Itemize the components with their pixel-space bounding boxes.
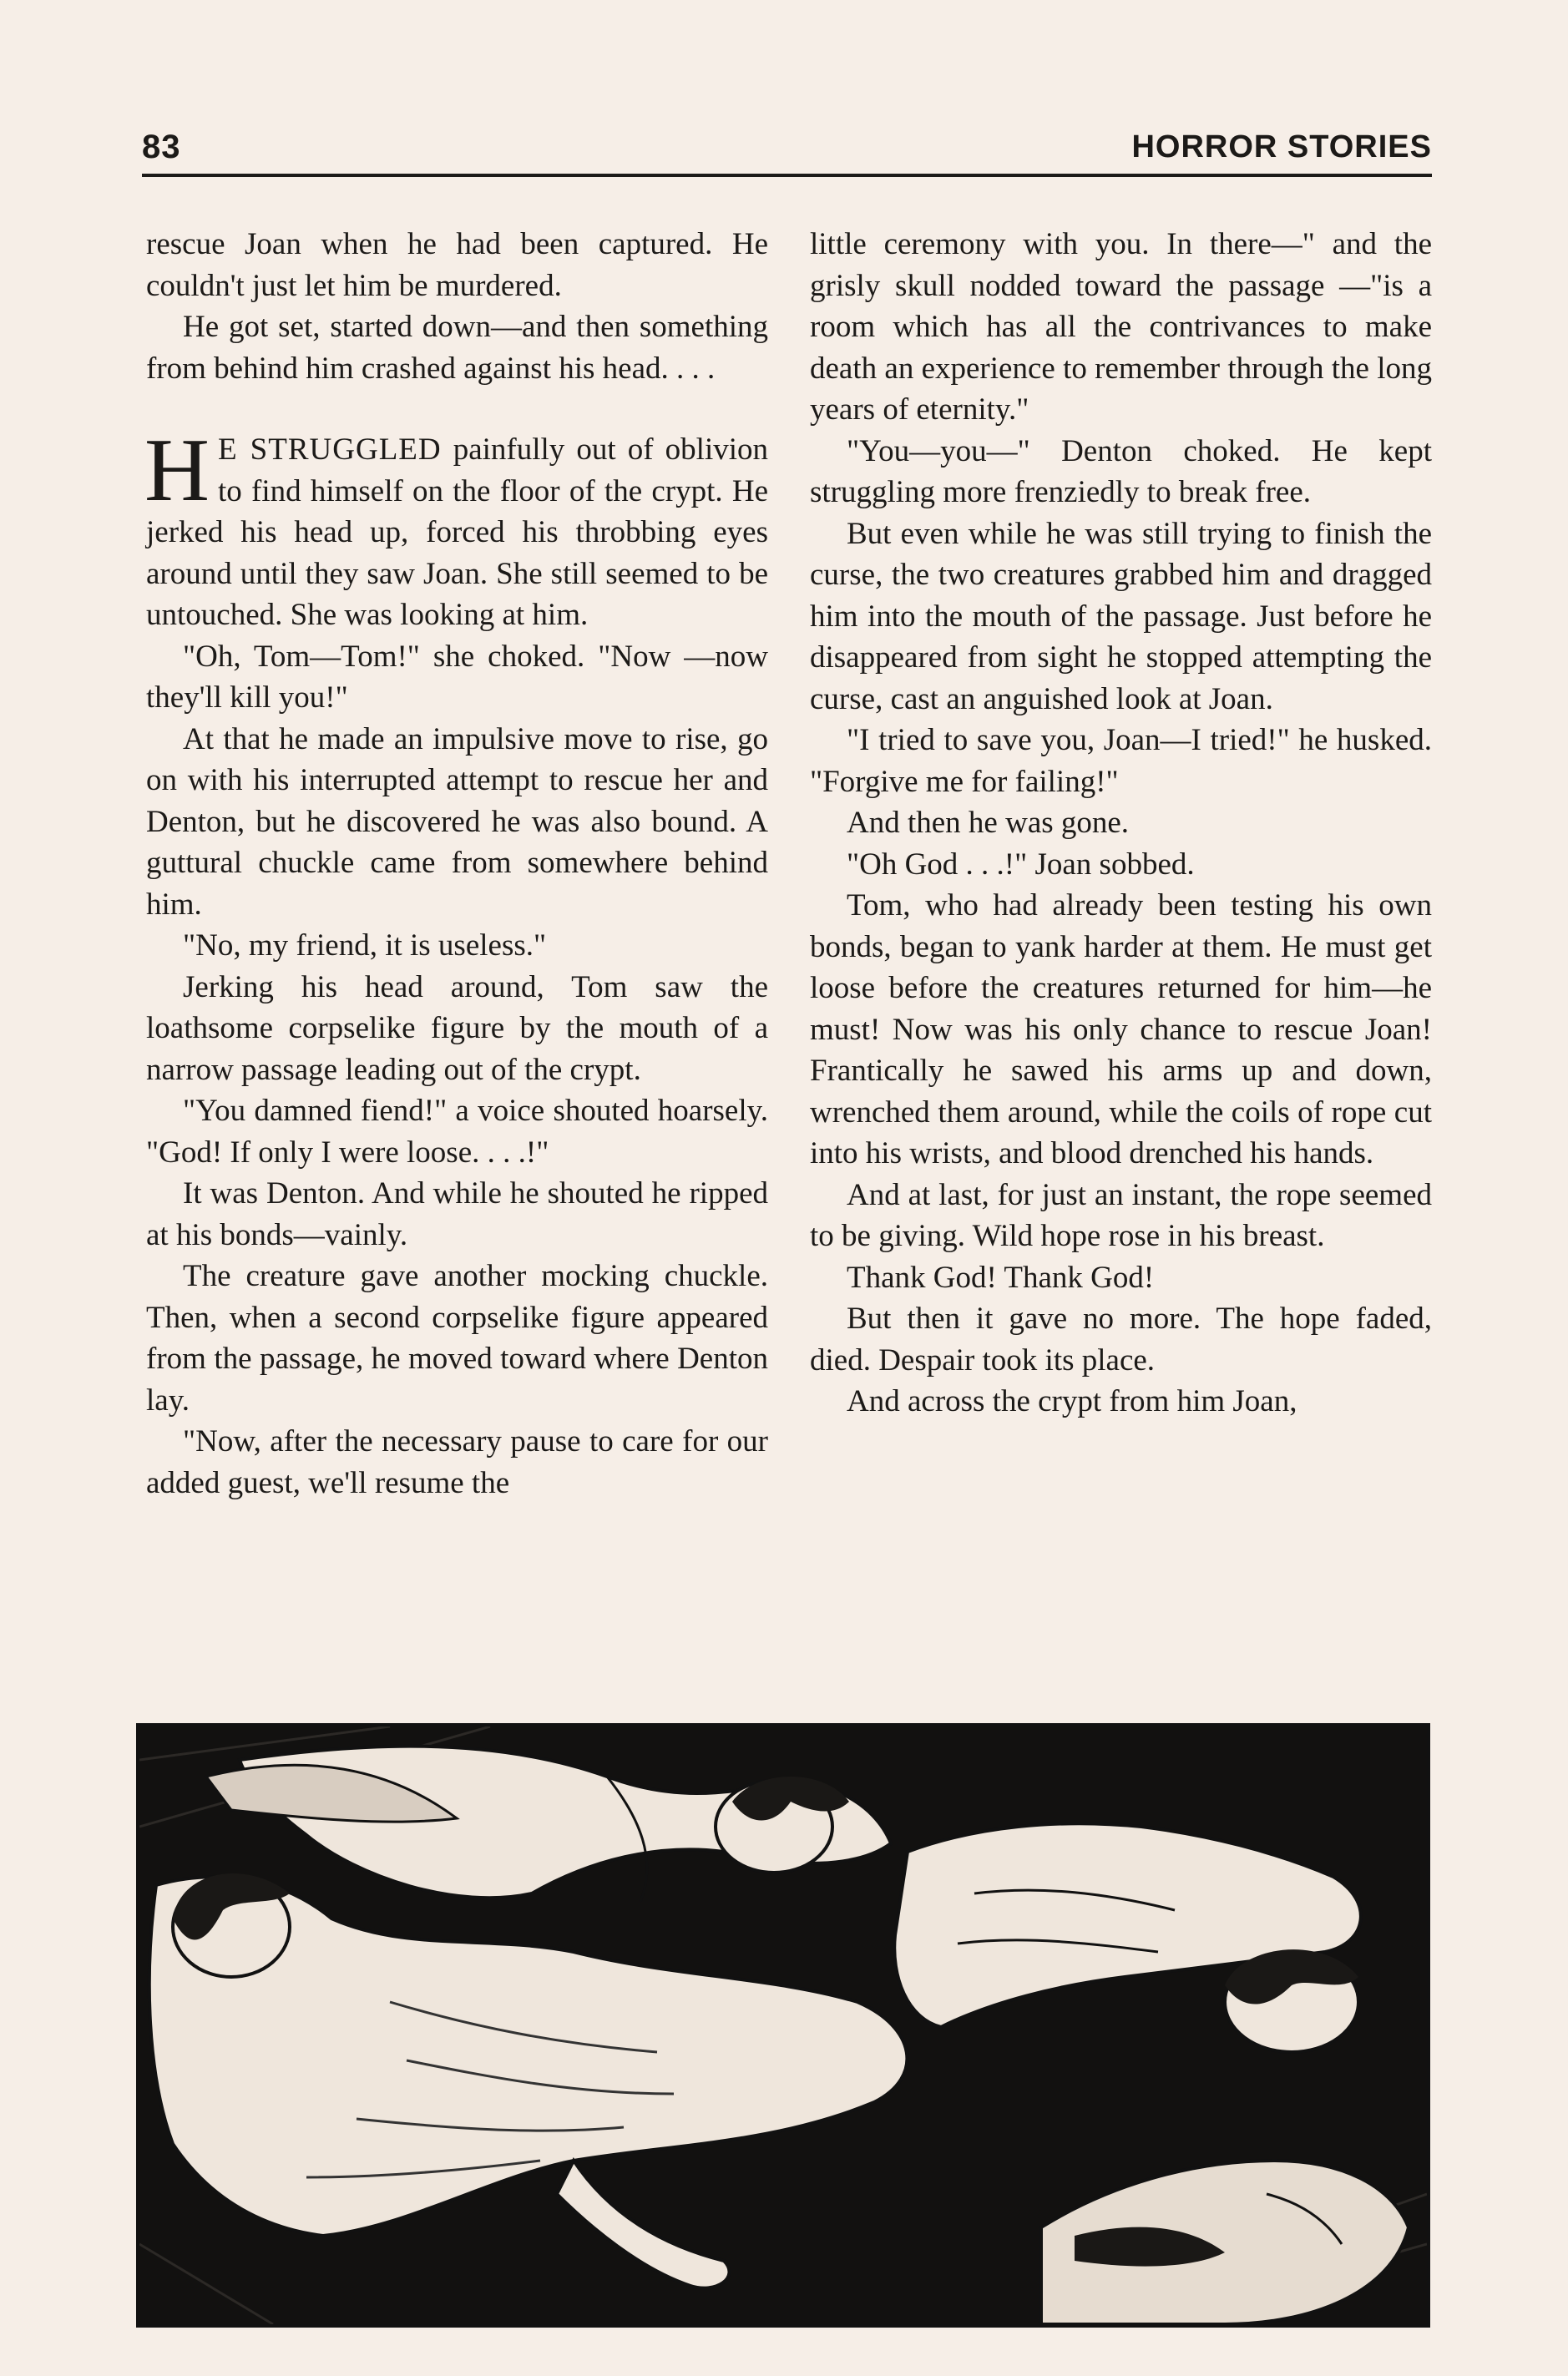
drop-cap: H <box>144 421 210 520</box>
paragraph: At that he made an impulsive move to rise, go on with his interrupted attempt to rescue her and Denton, but he discovered he was also bound. A guttural chuckle came from somewhere behind him. <box>146 721 768 922</box>
paragraph: Thank God! Thank God! <box>847 1260 1155 1295</box>
paragraph: "You damned fiend!" a voice shouted hoarsely. "God! If only I were loose. . . .!" <box>146 1094 768 1170</box>
paragraph: "I tried to save you, Joan—I tried!" he husked. "Forgive me for failing!" <box>810 723 1432 799</box>
paragraph: And across the crypt from him Joan, <box>847 1384 1297 1418</box>
paragraph: But even while he was still trying to finish the curse, the two creatures grabbed him and dragged him into the mouth of the passage. Just before he disappeared from sight he stopped attempting the curse, cast an anguished look at Joan. <box>810 516 1432 716</box>
header-rule <box>142 174 1432 177</box>
paragraph: "Oh, Tom—Tom!" she choked. "Now —now they'll kill you!" <box>146 639 768 715</box>
page-header <box>142 124 1432 170</box>
paragraph-text: painfully out of oblivion to find himself on the floor of the crypt. He jerked his head up, forced his throbbing eyes around until they saw Joan. She still seemed to be untouched. She was looking at him. <box>146 432 769 632</box>
paragraph: Tom, who had already been testing his own bonds, began to yank harder at them. He must get loose before the creatures returned for him—he must! Now was his only chance to rescue Joan! Frantically he sawed his arms up and down, wrenched them around, while the coils of rope cut into his wrists, and blood drenched his hands. <box>810 888 1432 1170</box>
paragraph: "No, my friend, it is useless." <box>183 928 547 963</box>
paragraph: And then he was gone. <box>847 806 1130 840</box>
page-number: 83 <box>142 129 181 165</box>
paragraph: But then it gave no more. The hope faded, died. Despair took its place. <box>810 1302 1432 1378</box>
paragraph: It was Denton. And while he shouted he ripped at his bonds—vainly. <box>146 1176 768 1252</box>
paragraph: rescue Joan when he had been captured. He couldn't just let him be murdered. <box>146 227 768 303</box>
story-illustration <box>136 1723 1430 2328</box>
paragraph: "Now, after the necessary pause to care for our added guest, we'll resume the <box>146 1424 768 1500</box>
paragraph: And at last, for just an instant, the rope seemed to be giving. Wild hope rose in his breast. <box>810 1177 1432 1253</box>
paragraph: Jerking his head around, Tom saw the loathsome corpselike figure by the mouth of a narrow passage leading out of the crypt. <box>146 969 768 1087</box>
illustration-artwork <box>139 1726 1427 2324</box>
small-caps-lead: E STRUGGLED <box>218 432 442 467</box>
section-opening-paragraph <box>144 421 769 636</box>
right-column <box>810 224 1432 1676</box>
paragraph: He got set, started down—and then something from behind him crashed against his head. . . . <box>146 310 768 386</box>
paragraph: little ceremony with you. In there—" and the grisly skull nodded toward the passage —"is a room which has all the contrivances to make death an experience to remember through the long years of eternity." <box>810 227 1432 427</box>
left-column <box>146 224 768 1676</box>
running-head: HORROR STORIES <box>1131 129 1432 164</box>
paragraph: The creature gave another mocking chuckle. Then, when a second corpselike figure appeared from the passage, he moved toward where Denton lay. <box>146 1259 768 1418</box>
paragraph: "You—you—" Denton choked. He kept struggling more frenziedly to break free. <box>810 433 1432 509</box>
paragraph: "Oh God . . .!" Joan sobbed. <box>847 847 1195 882</box>
